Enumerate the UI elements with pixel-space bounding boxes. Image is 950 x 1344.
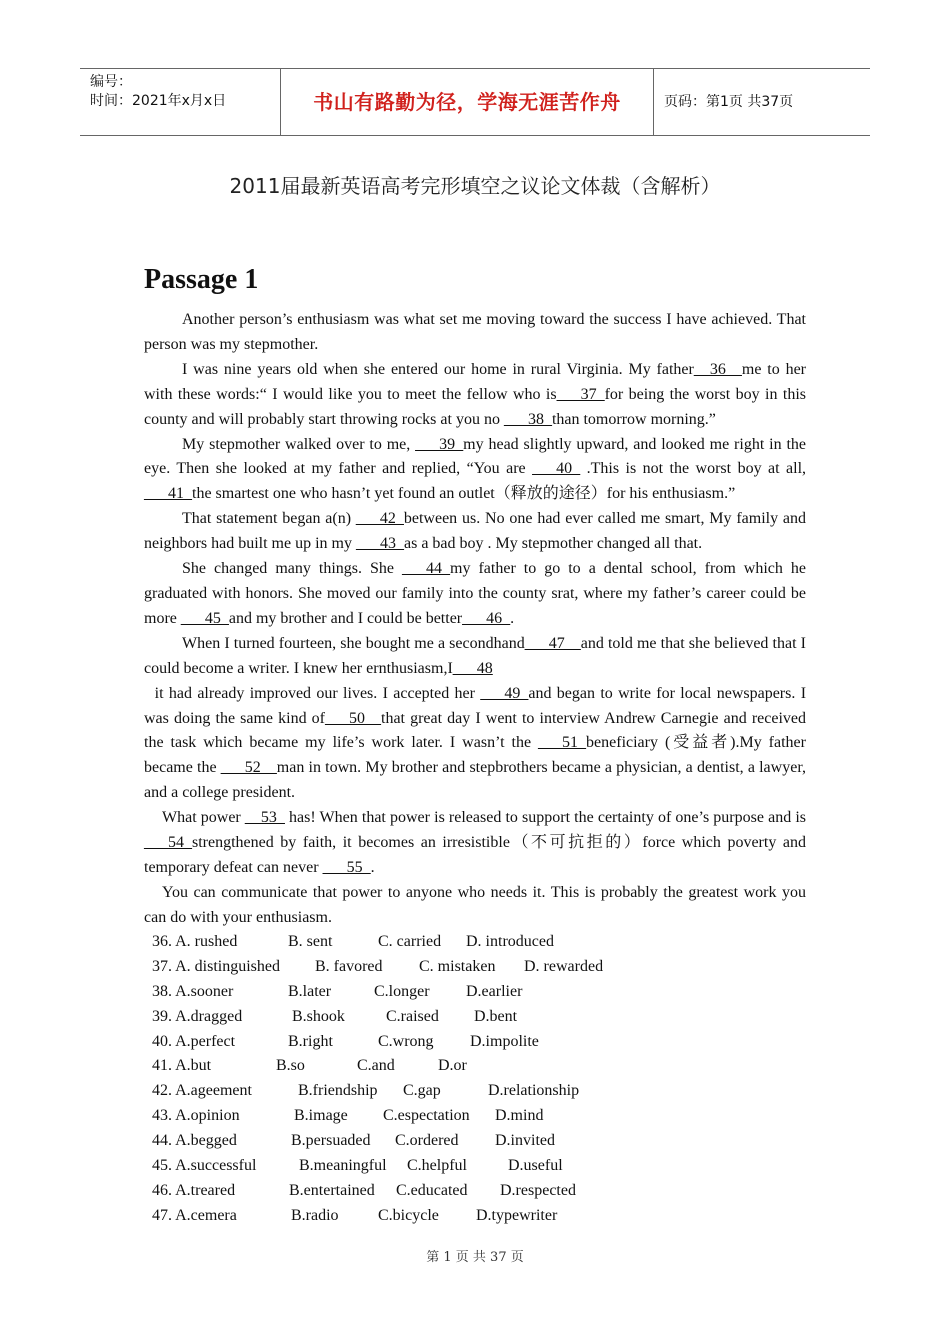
- passage-text: as a bad boy . My stepmother changed all that.: [403, 535, 703, 553]
- option-choice: D.respected: [500, 1181, 576, 1199]
- passage-text: and my brother and I could be better: [228, 609, 463, 627]
- option-row-45: [152, 1154, 812, 1179]
- passage-text: for being the worst boy in this county and will probably start throwing rocks at you no: [144, 385, 806, 428]
- option-choice: D.typewriter: [476, 1206, 558, 1224]
- option-choice: C.bicycle: [378, 1206, 439, 1224]
- option-choice: C.and: [357, 1057, 395, 1075]
- blank-52: ___52__: [220, 759, 277, 777]
- option-choice: D.or: [438, 1057, 467, 1075]
- blank-42: ___42_: [355, 510, 404, 528]
- option-choice: D.relationship: [488, 1082, 580, 1100]
- paragraph-1: [144, 308, 806, 358]
- document-title: 2011届最新英语高考完形填空之议论文体裁（含解析）: [229, 174, 721, 198]
- blank-39: ___39_: [415, 435, 464, 453]
- option-row-43: [152, 1104, 812, 1129]
- passage-text: I was nine years old when she entered our home in rural Virginia. My father: [182, 360, 694, 378]
- option-choice: B.meaningful: [299, 1157, 387, 1175]
- option-choice: B. favored: [315, 957, 383, 975]
- passage-text: the smartest one who hasn’t yet found an outlet（释放的途径）for his enthusiasm.”: [192, 485, 736, 503]
- header-motto: 书山有路勤为径，学海无涯苦作舟: [281, 69, 654, 135]
- blank-40: ___40_: [532, 460, 581, 478]
- blank-36: __36__: [693, 360, 742, 378]
- option-row-38: [152, 980, 812, 1005]
- passage-text: .This is not the worst boy at all,: [586, 460, 807, 478]
- passage-text: What power: [162, 809, 241, 827]
- passage-text: .: [370, 858, 375, 876]
- answer-options: [152, 930, 812, 1229]
- blank-37: ___37_: [556, 385, 605, 403]
- passage-text: and told me that she believed that I could become a writer. I knew her ernthusiasm,I: [144, 634, 807, 677]
- option-row-44: [152, 1129, 812, 1154]
- page-footer: 第 1 页 共 37 页: [426, 1250, 524, 1265]
- blank-38: ___38_: [503, 410, 552, 428]
- passage-text: that great day I went to interview Andrew Carnegie and received the task which became my life’s work later. I wasn’t the: [144, 709, 806, 752]
- option-choice: D.impolite: [470, 1032, 539, 1050]
- blank-47: ___47__: [524, 634, 581, 652]
- blank-55: ___55_: [322, 858, 371, 876]
- paragraph-8: [144, 881, 806, 931]
- blank-43: ___43_: [355, 535, 404, 553]
- passage-text: me to her with these words:“ I would like you to meet the fellow who is: [144, 360, 807, 403]
- passage-text: has! When that power is released to support the certainty of one’s purpose and is: [289, 809, 807, 827]
- option-choice: C.wrong: [378, 1032, 434, 1050]
- option-choice: B.so: [276, 1057, 305, 1075]
- option-choice: C.espectation: [383, 1107, 470, 1125]
- passage-text: than tomorrow morning.”: [551, 410, 716, 428]
- option-choice: C.raised: [386, 1007, 439, 1025]
- passage-text: My stepmother walked over to me,: [182, 435, 411, 453]
- option-choice: 47. A.cemera: [152, 1206, 237, 1224]
- passage-text: it had already improved our lives. I accepted her: [154, 684, 475, 702]
- option-choice: B.persuaded: [291, 1132, 371, 1150]
- passage-body: [144, 308, 806, 931]
- paragraph-7: [144, 806, 806, 881]
- header-page-info: 页码：第1页 共37页: [664, 94, 794, 110]
- option-choice: 36. A. rushed: [152, 933, 238, 950]
- blank-54: ___54_: [144, 834, 192, 852]
- paragraph-2: [144, 358, 806, 433]
- passage-text: man in town. My brother and stepbrothers became a physician, a dentist, a lawyer, and a college president.: [144, 759, 807, 802]
- option-choice: 46. A.treared: [152, 1181, 236, 1199]
- option-row-46: [152, 1179, 812, 1204]
- blank-44: ___44_: [402, 560, 451, 578]
- passage-text: beneficiary (受益者).My father became the: [144, 734, 806, 777]
- blank-48: ___48: [452, 659, 493, 677]
- passage-text: my father to go to a dental school, from which he graduated with honors. She moved our family into the county srat, where my father’s career could be more: [144, 560, 807, 627]
- blank-49: ___49_: [480, 684, 529, 702]
- passage-text: That statement began a(n): [182, 510, 352, 528]
- option-row-40: [152, 1030, 812, 1055]
- option-choice: B.friendship: [298, 1082, 378, 1100]
- passage-text: When I turned fourteen, she bought me a secondhand: [182, 634, 525, 652]
- option-choice: 45. A.successful: [152, 1157, 257, 1175]
- option-row-37: [152, 955, 812, 980]
- passage-text: Another person’s enthusiasm was what set me moving toward the success I have achieved. That person was my stepmother.: [144, 311, 806, 353]
- passage-text: She changed many things. She: [182, 560, 394, 578]
- code-label: 编号：: [90, 74, 132, 90]
- option-choice: D.useful: [508, 1157, 563, 1175]
- option-choice: B.shook: [292, 1007, 345, 1025]
- passage-text: and began to write for local newspapers. I was doing the same kind of: [144, 684, 807, 727]
- option-choice: 44. A.begged: [152, 1132, 237, 1150]
- option-choice: D. introduced: [466, 933, 554, 950]
- paragraph-4: [144, 507, 806, 557]
- blank-53: __53_: [244, 809, 285, 827]
- option-choice: C.gap: [403, 1082, 441, 1100]
- option-row-39: [152, 1005, 812, 1030]
- option-choice: C.educated: [396, 1181, 468, 1199]
- header-table: [80, 68, 870, 136]
- option-choice: C.ordered: [395, 1132, 459, 1150]
- option-choice: C.longer: [374, 982, 430, 1000]
- option-row-41: [152, 1054, 812, 1079]
- option-choice: 40. A.perfect: [152, 1032, 236, 1050]
- passage-text: You can communicate that power to anyone who needs it. This is probably the greatest work you can do with your enthusiasm.: [144, 883, 806, 926]
- option-choice: B. sent: [288, 933, 333, 950]
- option-choice: D.earlier: [466, 982, 523, 1000]
- option-choice: 38. A.sooner: [152, 982, 234, 1000]
- time-label: 时间：2021年x月x日: [90, 93, 227, 109]
- option-choice: D.mind: [495, 1107, 544, 1125]
- option-choice: C. mistaken: [419, 957, 496, 975]
- passage-text: .: [510, 609, 515, 627]
- header-meta: [80, 69, 281, 135]
- option-choice: D.bent: [474, 1007, 518, 1025]
- option-choice: D. rewarded: [524, 957, 604, 975]
- blank-50: ___50__: [325, 709, 381, 727]
- passage-text: between us. No one had ever called me smart, My family and neighbors had built me up in my: [144, 510, 807, 553]
- option-choice: B.later: [288, 982, 332, 1000]
- option-row-42: [152, 1079, 812, 1104]
- option-choice: 42. A.ageement: [152, 1082, 252, 1100]
- paragraph-5: [144, 557, 806, 632]
- blank-41: ___41_: [144, 485, 192, 503]
- option-choice: D.invited: [495, 1132, 555, 1150]
- option-choice: B.radio: [291, 1206, 339, 1224]
- option-choice: C. carried: [378, 933, 442, 950]
- option-choice: 41. A.but: [152, 1057, 212, 1075]
- option-choice: B.image: [294, 1107, 348, 1125]
- paragraph-6: [144, 632, 806, 806]
- option-choice: 43. A.opinion: [152, 1107, 240, 1125]
- paragraph-3: [144, 433, 806, 508]
- option-row-36: [152, 930, 812, 955]
- passage-title: Passage 1: [144, 264, 259, 295]
- blank-45: ___45_: [180, 609, 229, 627]
- blank-51: ___51_: [538, 734, 587, 752]
- option-choice: C.helpful: [407, 1157, 467, 1175]
- passage-text: my head slightly upward, and looked me right in the eye. Then she looked at my father and replied, “You are: [144, 435, 807, 478]
- option-choice: 39. A.dragged: [152, 1007, 243, 1025]
- option-choice: 37. A. distinguished: [152, 957, 281, 975]
- blank-46: ___46_: [462, 609, 511, 627]
- option-choice: B.entertained: [289, 1181, 375, 1199]
- passage-text: strengthened by faith, it becomes an irresistible（不可抗拒的）force which poverty and temporary defeat can never: [144, 834, 806, 876]
- option-row-47: [152, 1204, 812, 1229]
- option-choice: B.right: [288, 1032, 333, 1050]
